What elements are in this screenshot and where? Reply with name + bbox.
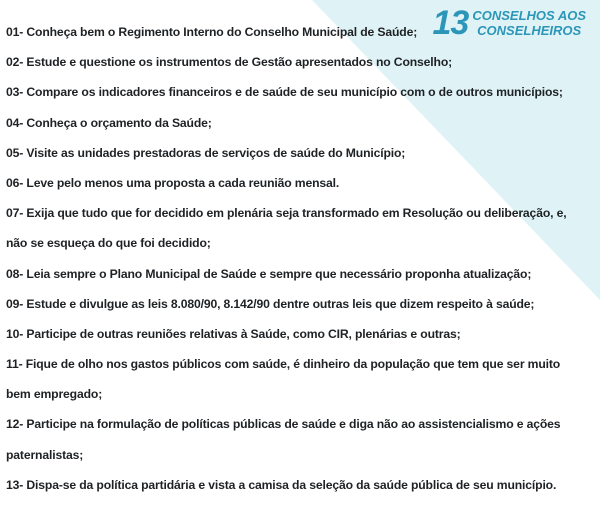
list-item: [6, 294, 592, 324]
list-item: [6, 354, 592, 414]
list-item-text: 05- Visite as unidades prestadoras de serviços de saúde do Município;: [6, 145, 406, 160]
list-item-text: 09- Estude e divulgue as leis 8.080/90, 8.142/90 dentre outras leis que dizem respeito à saúde;: [6, 296, 535, 311]
list-item: [6, 82, 592, 112]
list-item-text: 13- Dispa-se da política partidária e vista a camisa da seleção da saúde pública de seu município.: [6, 477, 557, 492]
list-item-text: 12- Participe na formulação de políticas públicas de saúde e diga não ao assistencialismo e ações: [6, 417, 561, 432]
list-item-text: 04- Conheça o orçamento da Saúde;: [6, 115, 212, 130]
list-item-text: 01- Conheça bem o Regimento Interno do Conselho Municipal de Saúde;: [6, 25, 418, 39]
list-item-text: 03- Compare os indicadores financeiros e de saúde de seu município com o de outros municípios;: [6, 85, 563, 100]
list-item-text: 08- Leia sempre o Plano Municipal de Saúde e sempre que necessário proponha atualização;: [6, 266, 532, 281]
list-item-text: bem empregado;: [6, 387, 103, 402]
list-item: [6, 203, 592, 263]
badge-title-line-1: CONSELHOS AOS: [472, 8, 586, 23]
list-item: [6, 475, 592, 505]
badge-number: 13: [432, 4, 469, 42]
list-item: [6, 324, 592, 354]
list-item: [6, 143, 592, 173]
list-item-text: 11- Fique de olho nos gastos públicos com saúde, é dinheiro da população que tem que ser muito: [6, 357, 561, 372]
list-item-text: 10- Participe de outras reuniões relativas à Saúde, como CIR, plenárias e outras;: [6, 326, 461, 341]
badge-title-line-2: CONSELHEIROS: [477, 23, 582, 38]
list-item: [6, 264, 592, 294]
list-item: [6, 173, 592, 203]
list-item-text: 02- Estude e questione os instrumentos de Gestão apresentados no Conselho;: [6, 55, 453, 70]
list-item: [6, 52, 592, 82]
list-item: [6, 22, 592, 52]
list-item: [6, 414, 592, 474]
list-item-text: 07- Exija que tudo que for decidido em plenária seja transformado em Resolução ou deliberação, e,: [6, 206, 567, 221]
list-item-text: 06- Leve pelo menos uma proposta a cada reunião mensal.: [6, 175, 340, 190]
advice-list: [6, 22, 592, 505]
list-item-text: não se esqueça do que foi decidido;: [6, 236, 211, 251]
list-item-text: paternalistas;: [6, 447, 84, 462]
list-item: [6, 113, 592, 143]
